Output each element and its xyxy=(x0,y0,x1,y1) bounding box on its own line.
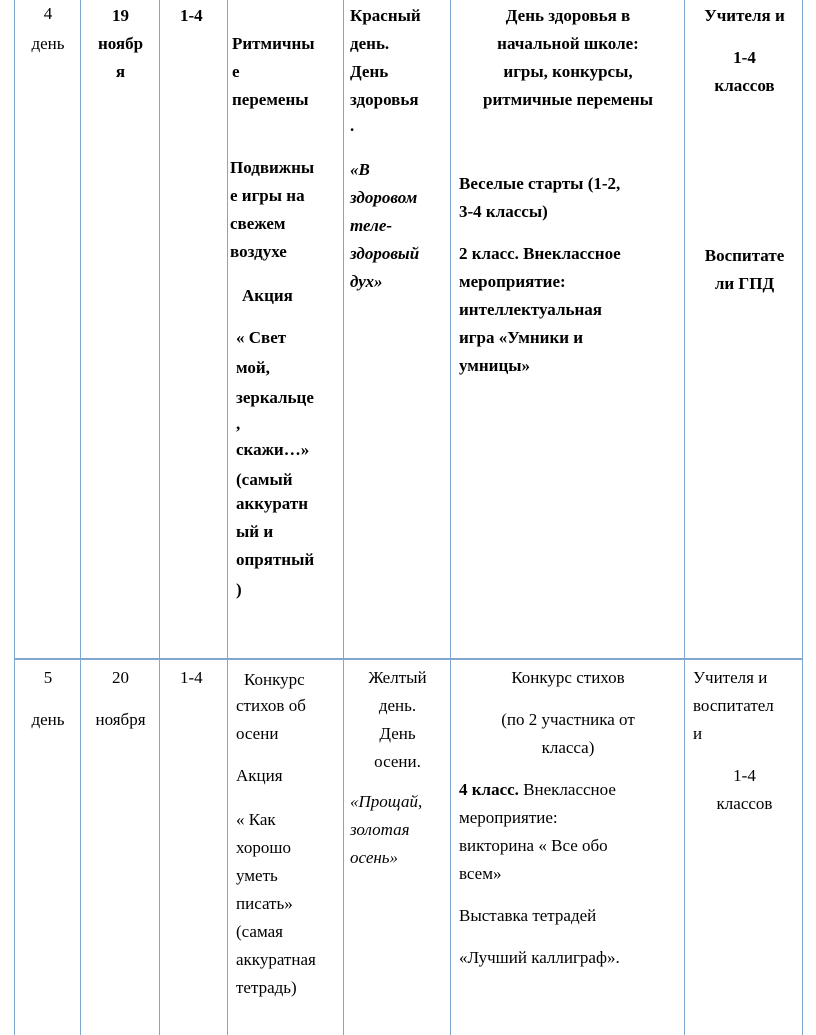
date-cell xyxy=(80,660,159,1035)
responsible-line: классов xyxy=(714,76,775,95)
slogan-line: золотая xyxy=(350,820,410,839)
theme-cell xyxy=(343,0,450,660)
event-line: опрятный xyxy=(236,550,315,569)
date-cell xyxy=(80,0,159,660)
responsible-line: Воспитате xyxy=(704,246,785,265)
classes-cell xyxy=(159,0,227,660)
event-line: Акция xyxy=(236,766,283,785)
class-label: 4 класс. xyxy=(459,780,519,799)
classes-cell xyxy=(159,660,227,1035)
slogan-line: теле- xyxy=(350,216,393,235)
theme-line: День xyxy=(350,62,389,81)
event-line: свежем xyxy=(230,214,286,233)
event-line: осени xyxy=(236,724,279,743)
classes-value: 1-4 xyxy=(180,668,203,687)
event-line: « Как xyxy=(236,810,276,829)
event-line: ) xyxy=(236,580,242,599)
content-line: класса) xyxy=(541,738,595,757)
event-line: мой, xyxy=(236,358,270,377)
content-line: мероприятие: xyxy=(459,272,566,291)
responsible-cell xyxy=(684,660,803,1035)
event-line: стихов об xyxy=(236,696,306,715)
slogan-line: «Прощай, xyxy=(350,792,423,811)
content-cell xyxy=(450,0,684,660)
day-number: 4 xyxy=(43,4,53,23)
responsible-line: 1-4 xyxy=(733,48,756,67)
content-line: игра «Умники и xyxy=(459,328,584,347)
responsible-line: Учителя и xyxy=(704,6,785,25)
event-line: « Свет xyxy=(236,328,287,347)
content-line: мероприятие: xyxy=(459,808,558,827)
event-line: перемены xyxy=(232,90,309,109)
slogan-line: осень» xyxy=(350,848,399,867)
event-line: тетрадь) xyxy=(236,978,297,997)
slogan-line: дух» xyxy=(350,272,383,291)
content-line: начальной школе: xyxy=(497,34,639,53)
content-line: интеллектуальная xyxy=(459,300,602,319)
event-line: писать» xyxy=(236,894,293,913)
content-line: День здоровья в xyxy=(505,6,631,25)
date-line: ноябр xyxy=(97,34,144,53)
theme-line: . xyxy=(350,116,355,135)
event-line: ый и xyxy=(236,522,274,541)
content-text: Внеклассное xyxy=(518,780,616,799)
theme-line: Желтый xyxy=(368,668,427,687)
content-line: Конкурс стихов xyxy=(511,668,625,687)
day-label: день xyxy=(31,34,65,53)
event-line: аккуратная xyxy=(236,950,316,969)
content-line: всем» xyxy=(459,864,502,883)
content-line: умницы» xyxy=(459,356,531,375)
theme-line: день. xyxy=(378,696,417,715)
classes-value: 1-4 xyxy=(180,6,203,25)
responsible-cell xyxy=(684,0,803,660)
event-line: зеркальце xyxy=(236,388,314,407)
event-line: (самый xyxy=(236,470,293,489)
theme-line: День xyxy=(379,724,416,743)
theme-cell xyxy=(343,660,450,1035)
content-line: 2 класс. Внеклассное xyxy=(459,244,621,263)
content-line: Выставка тетрадей xyxy=(459,906,597,925)
date-line: 20 xyxy=(112,668,129,687)
table-row xyxy=(0,660,816,1035)
event-line: уметь xyxy=(236,866,278,885)
content-line: 3-4 классы) xyxy=(459,202,548,221)
event-line: (самая xyxy=(236,922,283,941)
day-cell xyxy=(14,0,80,660)
content-line xyxy=(459,776,616,804)
responsible-line: Учителя и xyxy=(693,668,768,687)
date-line: 19 xyxy=(112,6,129,25)
responsible-line: и xyxy=(693,724,703,743)
event-line: скажи…» xyxy=(236,440,310,459)
event-line: Конкурс xyxy=(244,670,305,689)
event-line: Подвижны xyxy=(230,158,315,177)
content-line: ритмичные перемены xyxy=(483,90,653,109)
theme-line: день. xyxy=(350,34,390,53)
responsible-line: 1-4 xyxy=(733,766,756,785)
content-line: викторина « Все обо xyxy=(459,836,608,855)
slogan-line: «В xyxy=(350,160,370,179)
responsible-line: воспитател xyxy=(693,696,774,715)
event-line: Ритмичны xyxy=(232,34,315,53)
events-cell xyxy=(227,660,343,1035)
day-cell xyxy=(14,660,80,1035)
day-label: день xyxy=(31,710,65,729)
event-line: воздухе xyxy=(230,242,287,261)
theme-line: осени. xyxy=(374,752,421,771)
event-line: аккуратн xyxy=(236,494,309,513)
content-line: «Лучший каллиграф». xyxy=(459,948,620,967)
content-line: игры, конкурсы, xyxy=(503,62,633,81)
slogan-line: здоровом xyxy=(350,188,418,207)
responsible-line: ли ГПД xyxy=(714,274,775,293)
event-line: Акция xyxy=(242,286,293,305)
events-cell xyxy=(227,0,343,660)
date-line: я xyxy=(115,62,126,81)
event-line: хорошо xyxy=(236,838,291,857)
event-line: е игры на xyxy=(230,186,305,205)
date-line: ноября xyxy=(95,710,146,729)
day-number: 5 xyxy=(43,668,53,687)
theme-line: здоровья xyxy=(350,90,419,109)
slogan-line: здоровый xyxy=(350,244,420,263)
event-line: е xyxy=(232,62,240,81)
event-line: , xyxy=(236,414,241,433)
content-line: (по 2 участника от xyxy=(501,710,635,729)
theme-line: Красный xyxy=(350,6,421,25)
responsible-line: классов xyxy=(716,794,773,813)
content-cell xyxy=(450,660,684,1035)
content-line: Веселые старты (1-2, xyxy=(459,174,621,193)
